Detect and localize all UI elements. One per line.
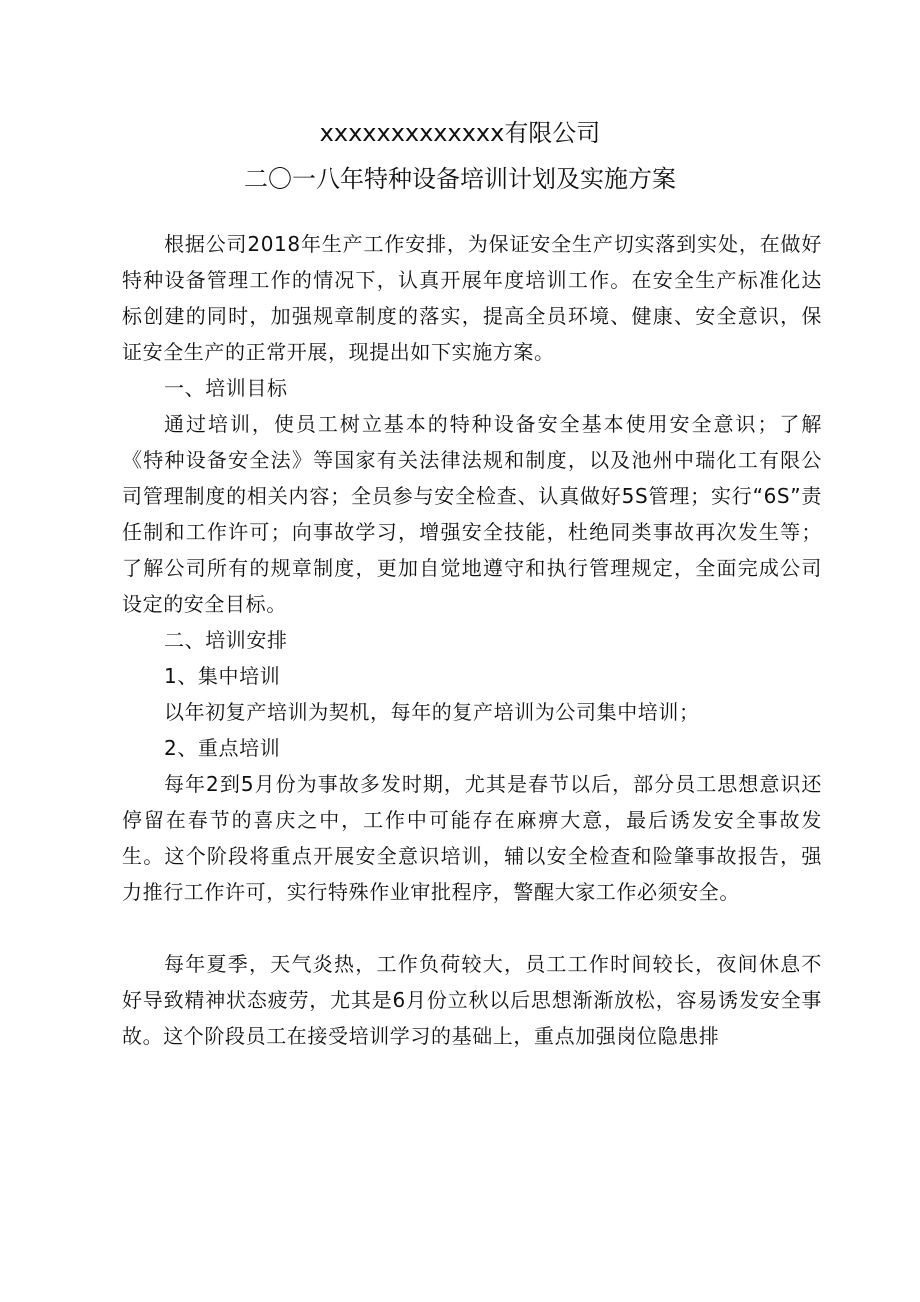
document-body [122,226,822,1054]
intro-paragraph: 根据公司2018年生产工作安排，为保证安全生产切实落到实处，在做好特种设备管理工作的情况下，认真开展年度培训工作。在安全生产标准化达标创建的同时，加强规章制度的落实，提高全员环境、健康、安全意识，保证安全生产的正常开展，现提出如下实施方案。 [122,232,822,364]
subheading-centralized-training: 1、集中培训 [164,664,281,688]
section-heading-training-arrangement: 二、培训安排 [164,628,288,652]
subheading-key-training: 2、重点培训 [164,736,281,760]
company-name-title: xxxxxxxxxxxxx有限公司 [319,119,601,147]
document-title: 二〇一八年特种设备培训计划及实施方案 [244,165,676,193]
key-training-paragraph: 每年2到5月份为事故多发时期，尤其是春节以后，部分员工思想意识还停留在春节的喜庆之中，工作中可能存在麻痹大意，最后诱发安全事故发生。这个阶段将重点开展安全意识培训，辅以安全检查和险肇事故报告，强力推行工作许可，实行特殊作业审批程序，警醒大家工作必须安全。 [122,772,822,904]
training-goals-paragraph: 通过培训，使员工树立基本的特种设备安全基本使用安全意识；了解《特种设备安全法》等国家有关法律法规和制度，以及池州中瑞化工有限公司管理制度的相关内容；全员参与安全检查、认真做好5S管理；实行“6S”责任制和工作许可；向事故学习，增强安全技能，杜绝同类事故再次发生等；了解公司所有的规章制度，更加自觉地遵守和执行管理规定，全面完成公司设定的安全目标。 [122,412,822,616]
centralized-training-paragraph: 以年初复产培训为契机，每年的复产培训为公司集中培训； [164,700,700,724]
summer-training-paragraph: 每年夏季，天气炎热，工作负荷较大，员工工作时间较长，夜间休息不好导致精神状态疲劳，尤其是6月份立秋以后思想渐渐放松，容易诱发安全事故。这个阶段员工在接受培训学习的基础上，重点加强岗位隐患排 [122,952,822,1048]
section-heading-training-goals: 一、培训目标 [164,376,288,400]
